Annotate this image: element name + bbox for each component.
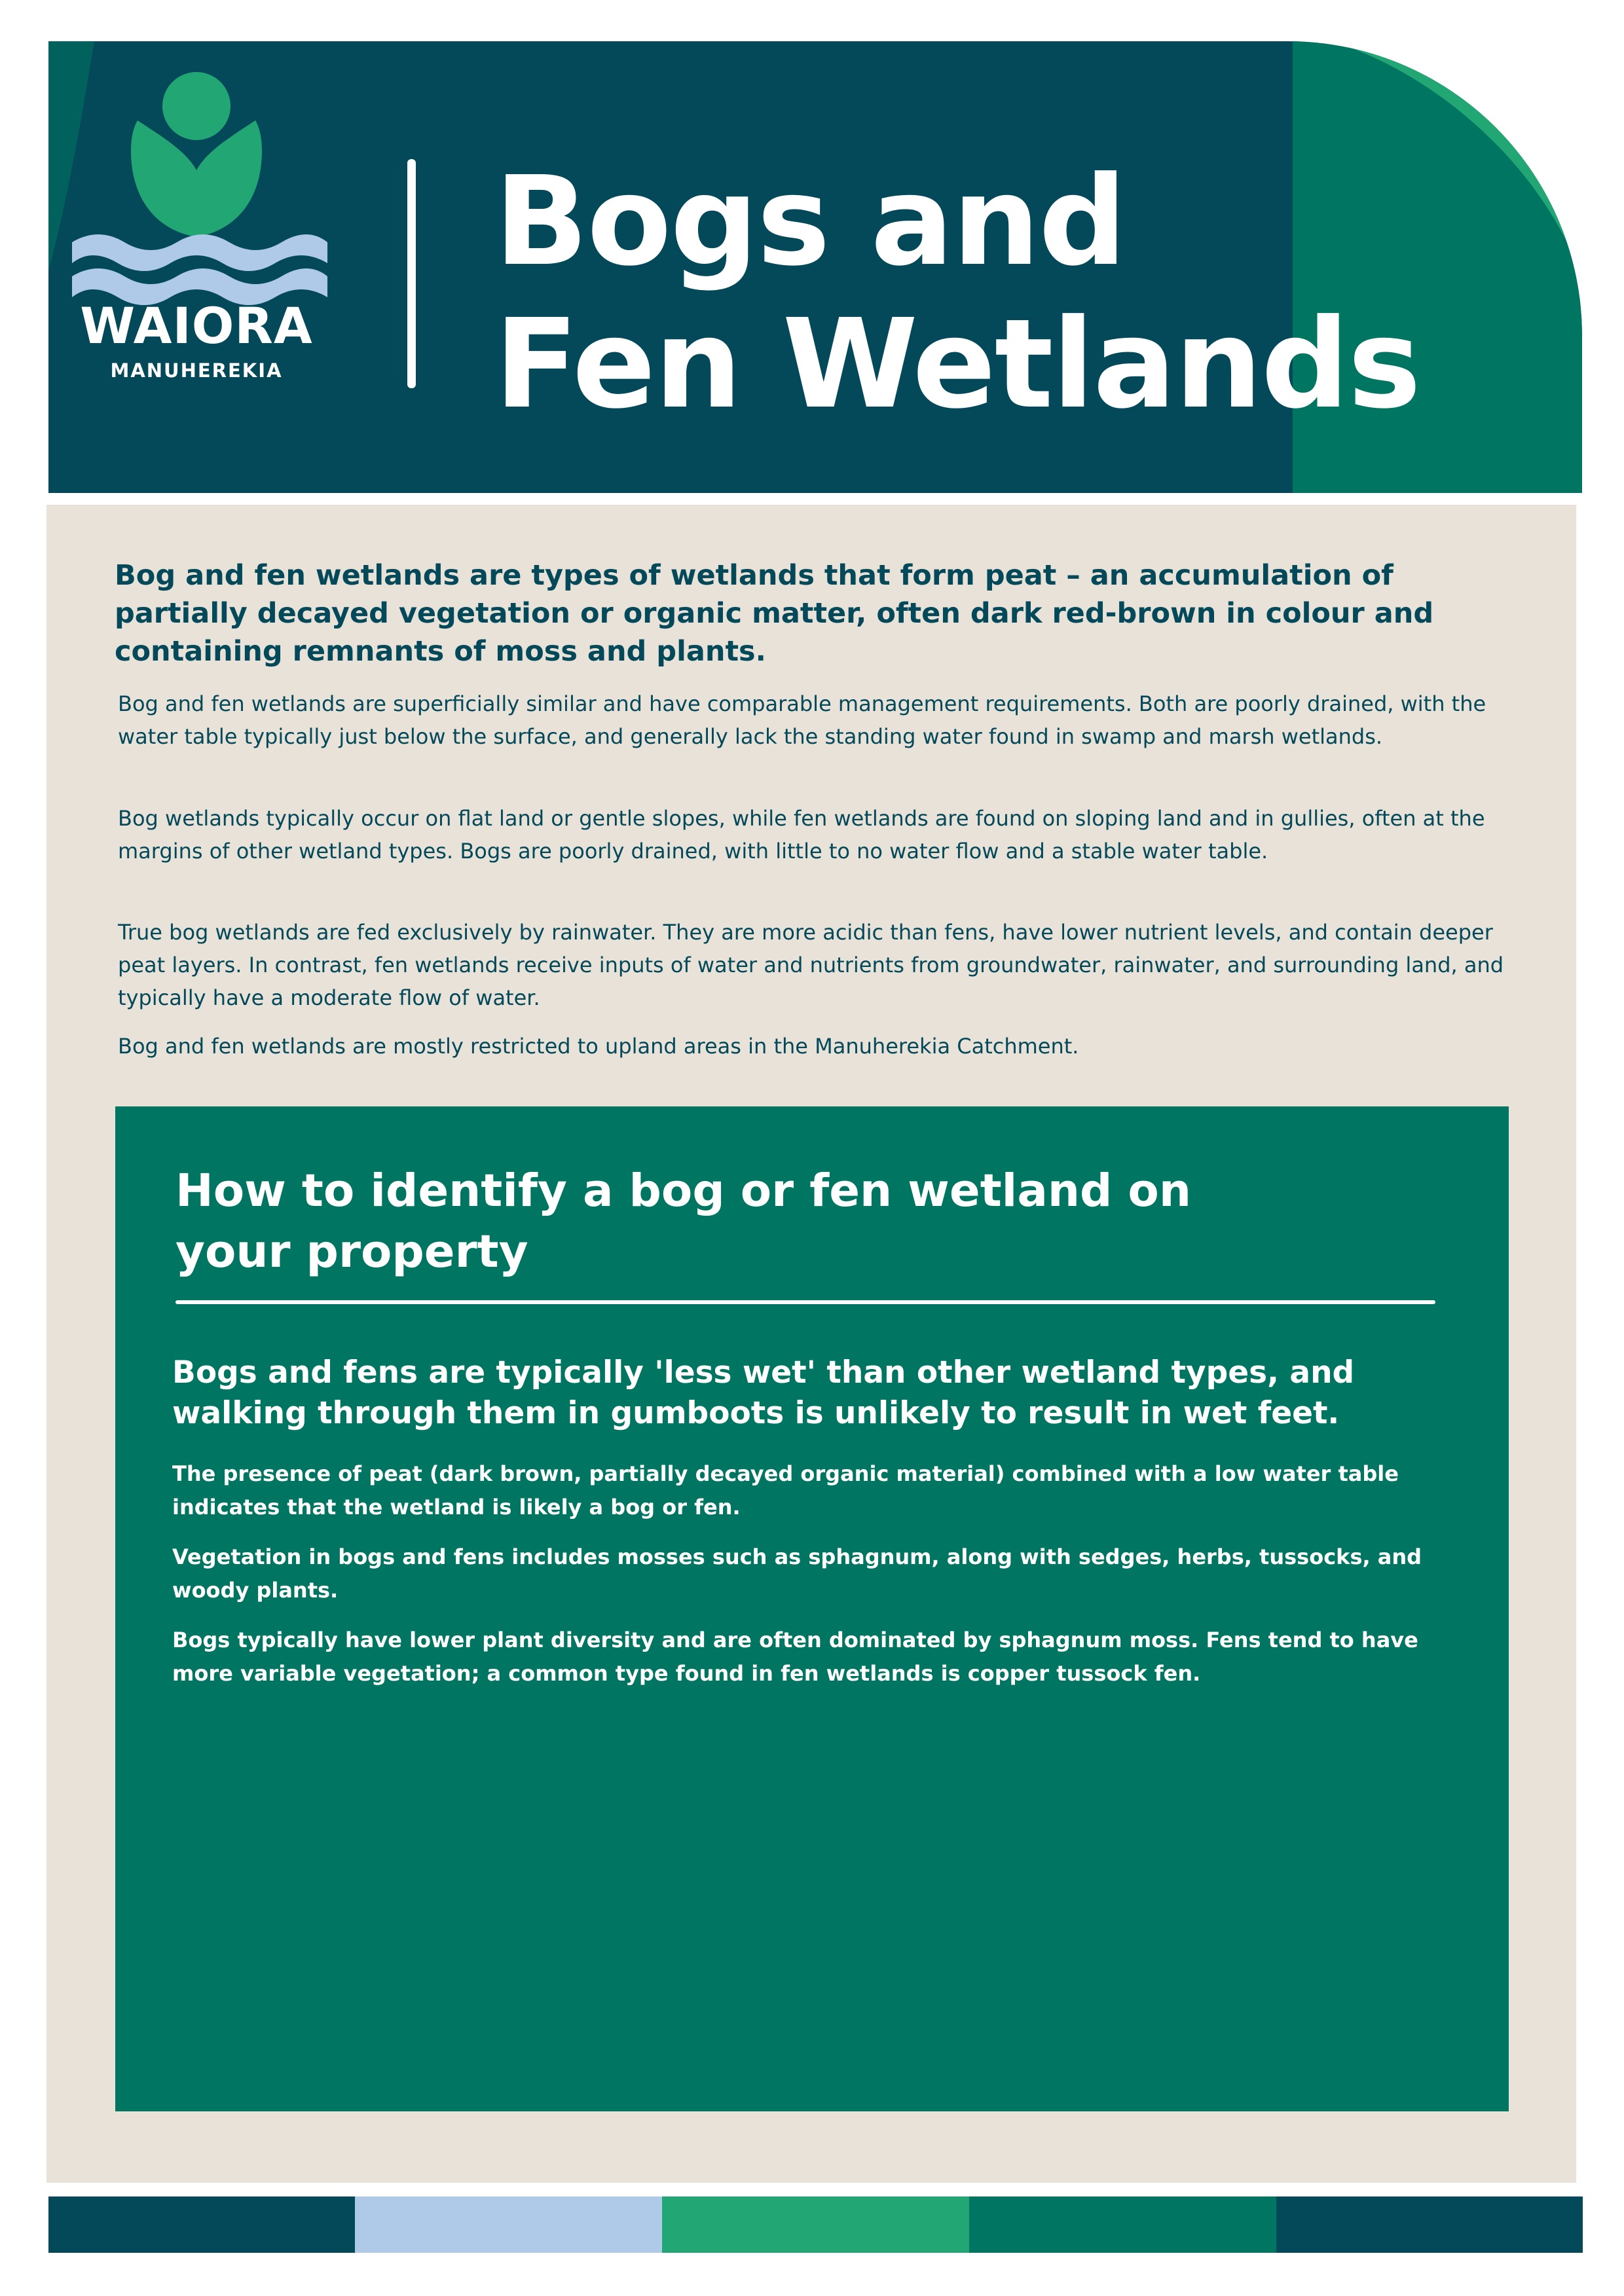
intro-paragraph: Bog wetlands typically occur on flat land or gentle slopes, while fen wetlands are found on sloping land and in gullies, often at the margins of other wetland types. Bogs are poorly drained, with little to no water flow and a stable water table. [118, 806, 1485, 864]
identify-lead: Bogs and fens are typically 'less wet' than other wetland types, and walking through them in gumboots is unlikely to result in wet feet. [172, 1355, 1355, 1431]
intro-paragraph: Bog and fen wetlands are mostly restricted to upland areas in the Manuherekia Catchment. [118, 1034, 1079, 1059]
footer-strip-segment [662, 2196, 969, 2253]
intro-paragraph: True bog wetlands are fed exclusively by rainwater. They are more acidic than fens, have lower nutrient levels, and contain deeper peat layers. In contrast, fen wetlands receive inputs of water and nutrients from groundwater, rainwater, and surrounding land, and typically have a moderate flow of water. [118, 920, 1504, 1010]
identify-heading [175, 1161, 1289, 1283]
identify-heading-line-1: How to identify a bog or fen wetland on [175, 1165, 1191, 1217]
footer-strip-segment [969, 2196, 1276, 2253]
footer-strip-segment [48, 2196, 355, 2253]
logo-wordmark: WAIORA [80, 297, 313, 355]
intro-paragraph: Bog and fen wetlands are superficially similar and have comparable management requirements. Both are poorly drained, with the water table typically just below the surface, and generally lack the standing water found in swamp and marsh wetlands. [118, 691, 1486, 749]
identify-paragraph: The presence of peat (dark brown, partially decayed organic material) combined with a low water table indicates that the wetland is likely a bog or fen. [172, 1461, 1399, 1520]
header-divider [407, 159, 416, 388]
footer-strip-segment [1276, 2196, 1583, 2253]
footer-strip-segment [355, 2196, 662, 2253]
title-line-2: Fen Wetlands [494, 293, 1420, 436]
title-line-1: Bogs and [494, 150, 1126, 293]
logo-subtitle: MANUHEREKIA [110, 359, 283, 382]
waiora-logo-icon [65, 72, 327, 439]
identify-heading-line-2: your property [175, 1226, 528, 1278]
identify-paragraph: Bogs typically have lower plant diversity and are often dominated by sphagnum moss. Fens tend to have more variable vegetation; a common type found in fen wetlands is copper tussock fen. [172, 1628, 1418, 1686]
page-title [494, 151, 1420, 436]
identify-divider [175, 1300, 1435, 1304]
intro-lead: Bog and fen wetlands are types of wetlands that form peat – an accumulation of partially decayed vegetation or organic matter, often dark red-brown in colour and containing remnants of moss and plants. [115, 559, 1434, 668]
identify-paragraph: Vegetation in bogs and fens includes mosses such as sphagnum, along with sedges, herbs, tussocks, and woody plants. [172, 1544, 1422, 1603]
